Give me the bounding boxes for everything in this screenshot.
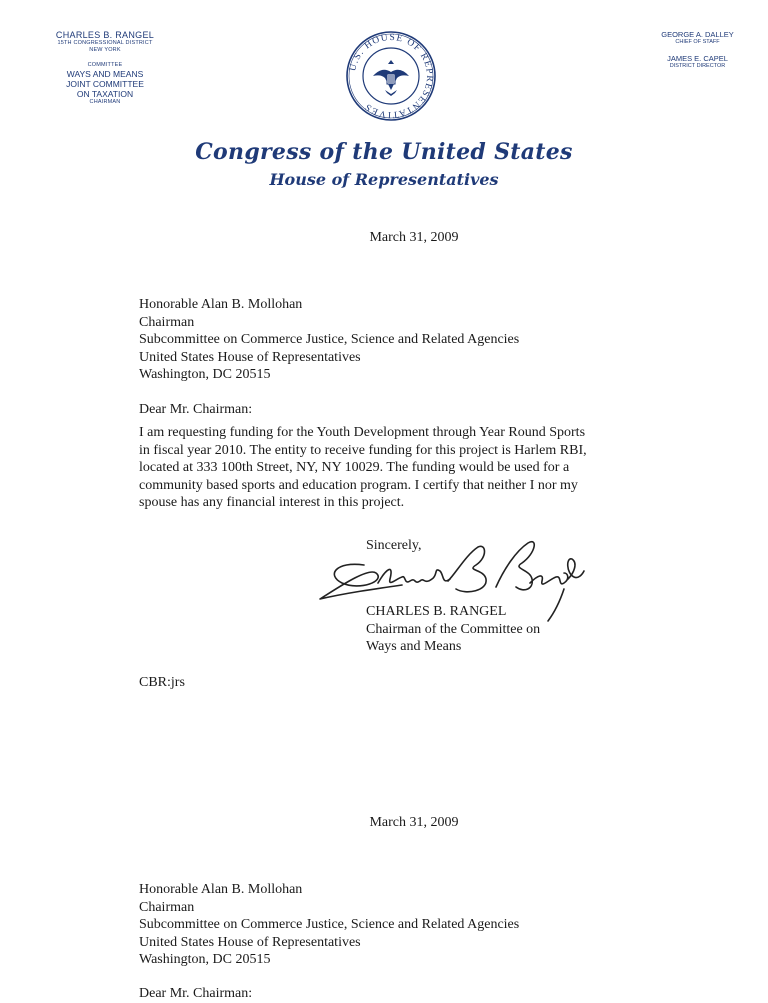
seal-text: U.S. HOUSE OF REPRESENTATIVES bbox=[348, 32, 435, 120]
letter2-date: March 31, 2009 bbox=[369, 815, 459, 830]
signer-name: CHARLES B. RANGEL bbox=[366, 604, 507, 619]
recipient-line: United States House of Representatives bbox=[139, 934, 361, 950]
recipient-line: Subcommittee on Commerce Justice, Science and Related Agencies bbox=[139, 917, 520, 932]
letter-body bbox=[139, 424, 629, 512]
member-state: NEW YORK bbox=[89, 47, 121, 53]
body-line: in fiscal year 2010. The entity to receive funding for this project is Harlem RBI, bbox=[139, 442, 587, 458]
recipient-line: Honorable Alan B. Mollohan bbox=[139, 882, 303, 897]
recipient-line: Chairman bbox=[139, 899, 195, 915]
signer-title-line1: Chairman of the Committee on bbox=[366, 621, 541, 637]
letter2-salutation: Dear Mr. Chairman: bbox=[139, 986, 253, 1001]
typist-initials: CBR:jrs bbox=[139, 675, 185, 690]
committee-joint-line2: ON TAXATION bbox=[76, 89, 134, 99]
letter2-recipient-address bbox=[139, 881, 519, 969]
chief-of-staff-name: GEORGE A. DALLEY bbox=[661, 30, 734, 39]
member-info-block bbox=[20, 30, 190, 106]
member-name: CHARLES B. RANGEL bbox=[55, 30, 155, 40]
recipient-line: Chairman bbox=[139, 314, 195, 330]
district-director-name: JAMES E. CAPEL bbox=[667, 54, 728, 63]
letter-date: March 31, 2009 bbox=[369, 230, 459, 245]
closing: Sincerely, bbox=[366, 538, 422, 553]
recipient-line: United States House of Representatives bbox=[139, 349, 361, 365]
recipient-line: Washington, DC 20515 bbox=[139, 367, 271, 382]
member-district: 15TH CONGRESSIONAL DISTRICT bbox=[57, 40, 153, 46]
committee-label: COMMITTEE bbox=[87, 62, 123, 68]
recipient-line: Subcommittee on Commerce Justice, Science and Related Agencies bbox=[139, 332, 520, 347]
staff-info-block bbox=[640, 30, 755, 70]
member-role: CHAIRMAN bbox=[89, 99, 121, 105]
body-line: community based sports and education program. I certify that neither I nor my bbox=[139, 477, 578, 493]
recipient-line: Washington, DC 20515 bbox=[139, 952, 271, 967]
recipient-line: Honorable Alan B. Mollohan bbox=[139, 297, 303, 312]
letterhead-title: Congress of the United States bbox=[195, 139, 573, 165]
letterhead-subtitle: House of Representatives bbox=[269, 170, 499, 189]
committee-joint-line1: JOINT COMMITTEE bbox=[66, 79, 144, 89]
body-line: I am requesting funding for the Youth Development through Year Round Sports bbox=[139, 425, 586, 440]
signer-block bbox=[366, 603, 540, 656]
chief-of-staff-title: CHIEF OF STAFF bbox=[675, 39, 720, 45]
committee-ways-means: WAYS AND MEANS bbox=[66, 69, 144, 79]
body-line: spouse has any financial interest in this project. bbox=[139, 495, 405, 510]
recipient-address bbox=[139, 296, 519, 384]
signer-title-line2: Ways and Means bbox=[366, 639, 462, 654]
salutation: Dear Mr. Chairman: bbox=[139, 402, 253, 417]
district-director-title: DISTRICT DIRECTOR bbox=[669, 63, 726, 69]
house-seal-icon bbox=[345, 30, 437, 122]
body-line: located at 333 100th Street, NY, NY 10029. The funding would be used for a bbox=[139, 460, 570, 475]
